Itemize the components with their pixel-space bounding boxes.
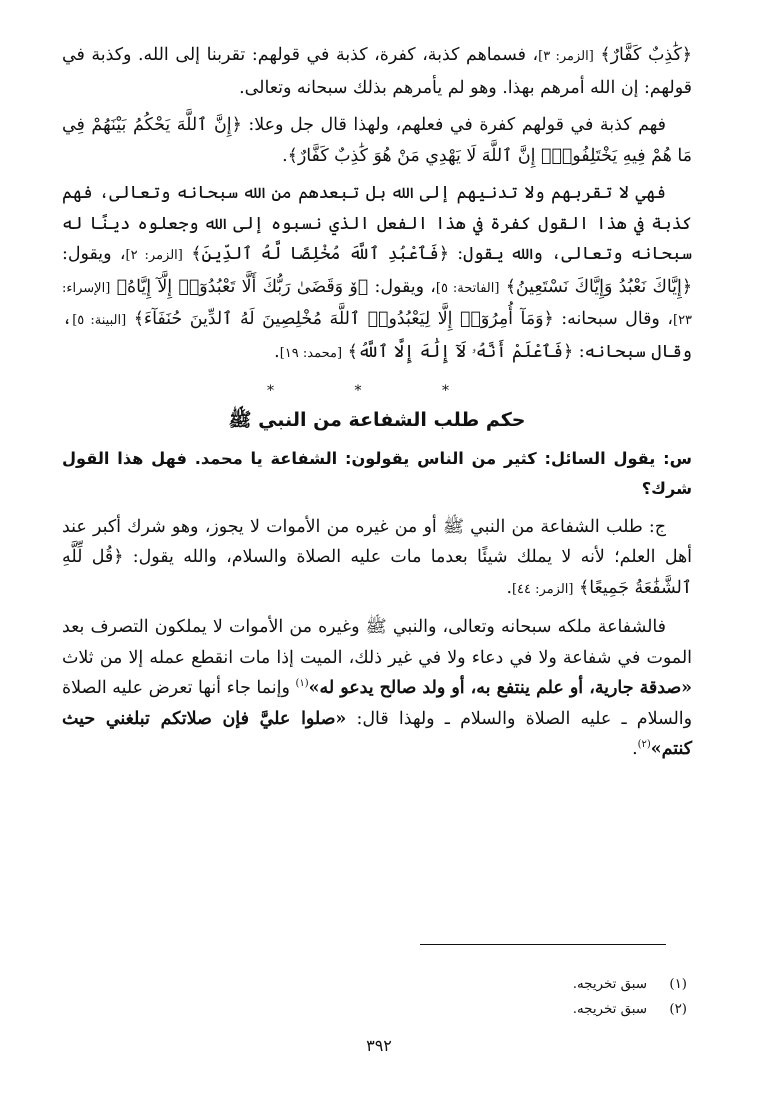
answer-paragraph-1	[62, 512, 692, 606]
paragraph-text: .	[274, 341, 280, 362]
quran-verse: ﴿قُل لِّلَّهِ ٱلشَّفَٰعَةُ جَمِيعًا﴾	[62, 547, 692, 598]
paragraph-text: وإنما جاء أنها تعرض عليه الصلاة والسلام ـ عليه الصلاة والسلام ـ ولهذا قال:	[62, 678, 692, 729]
verse-reference: [الإسراء: ٢٣]	[62, 280, 693, 328]
quran-verse: ﴿إِنَّ ٱللَّهَ يَحْكُمُ بَيْنَهُمْ فِي مَا هُمْ فِيهِ يَخْتَلِفُونَۗ إِنَّ ٱللَّهَ لَا يَهْدِي مَنْ هُوَ كَٰذِبٌ كَفَّارٌ﴾	[62, 115, 692, 166]
page-number: ٣٩٢	[366, 1036, 392, 1055]
quran-verse: ﴿فَٱعْلَمْ أَنَّهُۥ لَآ إِلَٰهَ إِلَّا ٱللَّهُ﴾	[347, 341, 574, 362]
question-text: س: يقول السائل: كثير من الناس يقولون: الشفاعة يا محمد. فهل هذا القول شرك؟	[62, 448, 692, 498]
paragraph-2: فهم كذبة في قولهم كفرة في فعلهم، ولهذا قال جل وعلا: ﴿إِنَّ ٱللَّهَ يَحْكُمُ بَيْنَهُمْ فِي مَا هُمْ فِيهِ يَخْتَلِفُونَۗ إِنَّ ٱللَّهَ لَا يَهْدِي مَنْ هُوَ كَٰذِبٌ كَفَّارٌ﴾.	[62, 115, 692, 166]
paragraph-text: ج: طلب الشفاعة من النبي ﷺ أو من غيره من الأموات لا يجوز، وهو شرك أكبر عند أهل العلم؛ لأنه لا يملك شيئًا بعدما مات عليه الصلاة والسلام، والله يقول:	[62, 516, 693, 567]
paragraph-text: ، وقال سبحانه:	[561, 309, 673, 329]
verse-reference: [البينة: ٥]	[72, 313, 127, 328]
quran-verse: ﴿إِيَّاكَ نَعْبُدُ وَإِيَّاكَ نَسْتَعِينُ﴾	[505, 276, 693, 297]
verse-reference: [الزمر: ٢]	[125, 248, 183, 263]
paragraph-text: فهم كذبة في قولهم كفرة في فعلهم، ولهذا قال جل وعلا:	[248, 115, 666, 135]
paragraph-text: .	[506, 577, 512, 598]
footnote-number: (٢)	[669, 1002, 687, 1017]
section-separator: * * *	[267, 383, 487, 399]
footnote-item	[62, 997, 687, 1022]
section-title: حكم طلب الشفاعة من النبي ﷺ	[228, 409, 526, 431]
verse-reference: [الزمر: ٤٤]	[511, 581, 574, 597]
footnote-text: سبق تخريجه.	[572, 1002, 647, 1017]
footnote-divider	[420, 944, 666, 945]
verse-reference: [الفاتحة: ٥]	[435, 280, 500, 296]
paragraph-3	[62, 178, 692, 369]
answer-paragraph-2	[62, 612, 692, 765]
footnote-marker[interactable]: (٢)	[637, 739, 651, 751]
verse-reference: [محمد: ١٩]	[279, 345, 343, 361]
paragraph-text: .	[632, 739, 638, 759]
footnote-number: (١)	[669, 977, 687, 992]
hadith-quote: «صدقة جارية، أو علم ينتفع به، أو ولد صالح يدعو له»	[308, 678, 692, 698]
paragraph-text: فالشفاعة ملكه سبحانه وتعالى، والنبي ﷺ وغيره من الأموات لا يملكون التصرف بعد الموت في شفاعة ولا في دعاء ولا في غير ذلك، الميت إذا مات انقطع عمله إلا من ثلاث	[62, 617, 692, 668]
paragraph-text: ، ويقول:	[62, 244, 126, 264]
paragraph-text: ، وقال سبحانه:	[62, 309, 692, 362]
footnote-item	[62, 972, 687, 997]
verse-reference: [الزمر: ٣]	[538, 49, 594, 64]
footnote-marker[interactable]: (١)	[295, 678, 309, 690]
paragraph-text: فهي لا تقربهم ولا تدنيهم إلى الله بل تبعدهم من الله سبحانه وتعالى، فهم كذبة في هذا القول كفرة في هذا الفعل الذي نسبوه إلى الله وجعلوه دينًا له سبحانه وتعالى، والله يقول:	[62, 183, 693, 264]
quran-verse: ﴿وَمَآ أُمِرُوٓا۟ إِلَّا لِيَعْبُدُوا۟ ٱللَّهَ مُخْلِصِينَ لَهُ ٱلدِّينَ حُنَفَآءَ﴾	[133, 309, 554, 329]
footnotes	[62, 972, 687, 1022]
quran-verse: ﴿كَٰذِبٌ كَفَّارٌ﴾	[600, 45, 692, 65]
page-body	[62, 40, 692, 772]
quran-verse: ﴿ﯙ وَقَضَىٰ رَبُّكَ أَلَّا تَعْبُدُوٓا۟ إِلَّآ إِيَّاهُ﴾	[116, 276, 369, 297]
paragraph-1	[62, 40, 692, 103]
hadith-quote: «صلوا عليَّ فإن صلاتكم تبلغني حيث كنتم»	[62, 708, 692, 759]
paragraph-text: ، فسماهم كذبة، كفرة، كذبة في قولهم: تقربنا إلى الله. وكذبة في قولهم: إن الله أمرهم بهذا. وهو لم يأمرهم بذلك سبحانه وتعالى.	[62, 45, 692, 98]
paragraph-text: ، ويقول:	[374, 276, 436, 297]
quran-verse: ﴿فَٱعْبُدِ ٱللَّهَ مُخْلِصًا لَّهُ ٱلدِّينَ﴾	[191, 244, 449, 264]
footnote-text: سبق تخريجه.	[572, 977, 647, 992]
